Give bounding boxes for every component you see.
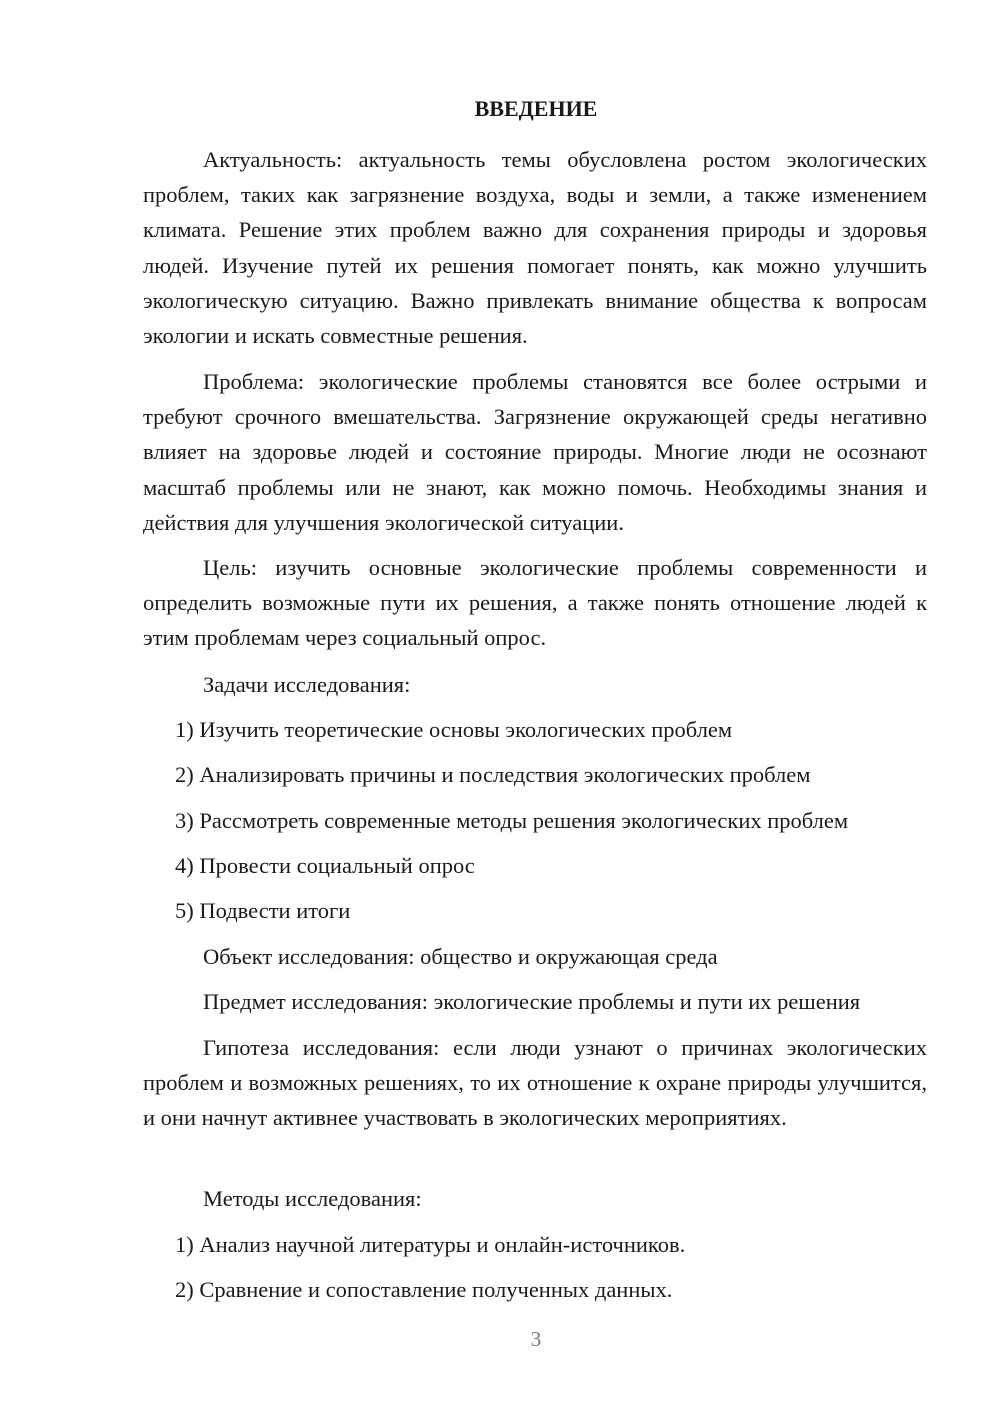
paragraph-goal: Цель: изучить основные экологические проблемы современности и определить возможные пути их решения, а также понять отношение людей к этим проблемам через социальный опрос. — [143, 555, 927, 651]
methods-heading: Методы исследования: — [203, 1186, 422, 1211]
paragraph-hypothesis: Гипотеза исследования: если люди узнают о причинах экологических проблем и возможных решениях, то их отношение к охране природы улучшится, и они начнут активнее участвовать в экологических мероприятиях. — [143, 1035, 927, 1131]
research-subject: Предмет исследования: экологические проблемы и пути их решения — [203, 989, 861, 1014]
task-item: 4) Провести социальный опрос — [175, 853, 475, 878]
paragraph-relevance: Актуальность: актуальность темы обусловлена ростом экологических проблем, таких как загрязнение воздуха, воды и земли, а также изменением климата. Решение этих проблем важно для сохранения природы и здоровья людей. Изучение путей их решения помогает понять, как можно улучшить экологическую ситуацию. Важно привлекать внимание общества к вопросам экологии и искать совместные решения. — [143, 147, 927, 349]
task-item: 3) Рассмотреть современные методы решения экологических проблем — [175, 808, 849, 833]
page-number: 3 — [530, 1327, 542, 1351]
task-item: 5) Подвести итоги — [175, 898, 351, 923]
method-item: 1) Анализ научной литературы и онлайн-источников. — [175, 1232, 686, 1257]
tasks-heading: Задачи исследования: — [203, 672, 411, 697]
paragraph-problem: Проблема: экологические проблемы становятся все более острыми и требуют срочного вмешательства. Загрязнение окружающей среды негативно влияет на здоровье людей и состояние природы. Многие люди не осознают масштаб проблемы или не знают, как можно помочь. Необходимы знания и действия для улучшения экологической ситуации. — [143, 369, 927, 535]
research-object: Объект исследования: общество и окружающая среда — [203, 944, 718, 969]
method-item: 2) Сравнение и сопоставление полученных данных. — [175, 1277, 673, 1302]
task-item: 2) Анализировать причины и последствия экологических проблем — [175, 762, 811, 787]
page-title: ВВЕДЕНИЕ — [474, 96, 598, 121]
task-item: 1) Изучить теоретические основы экологических проблем — [175, 717, 733, 742]
